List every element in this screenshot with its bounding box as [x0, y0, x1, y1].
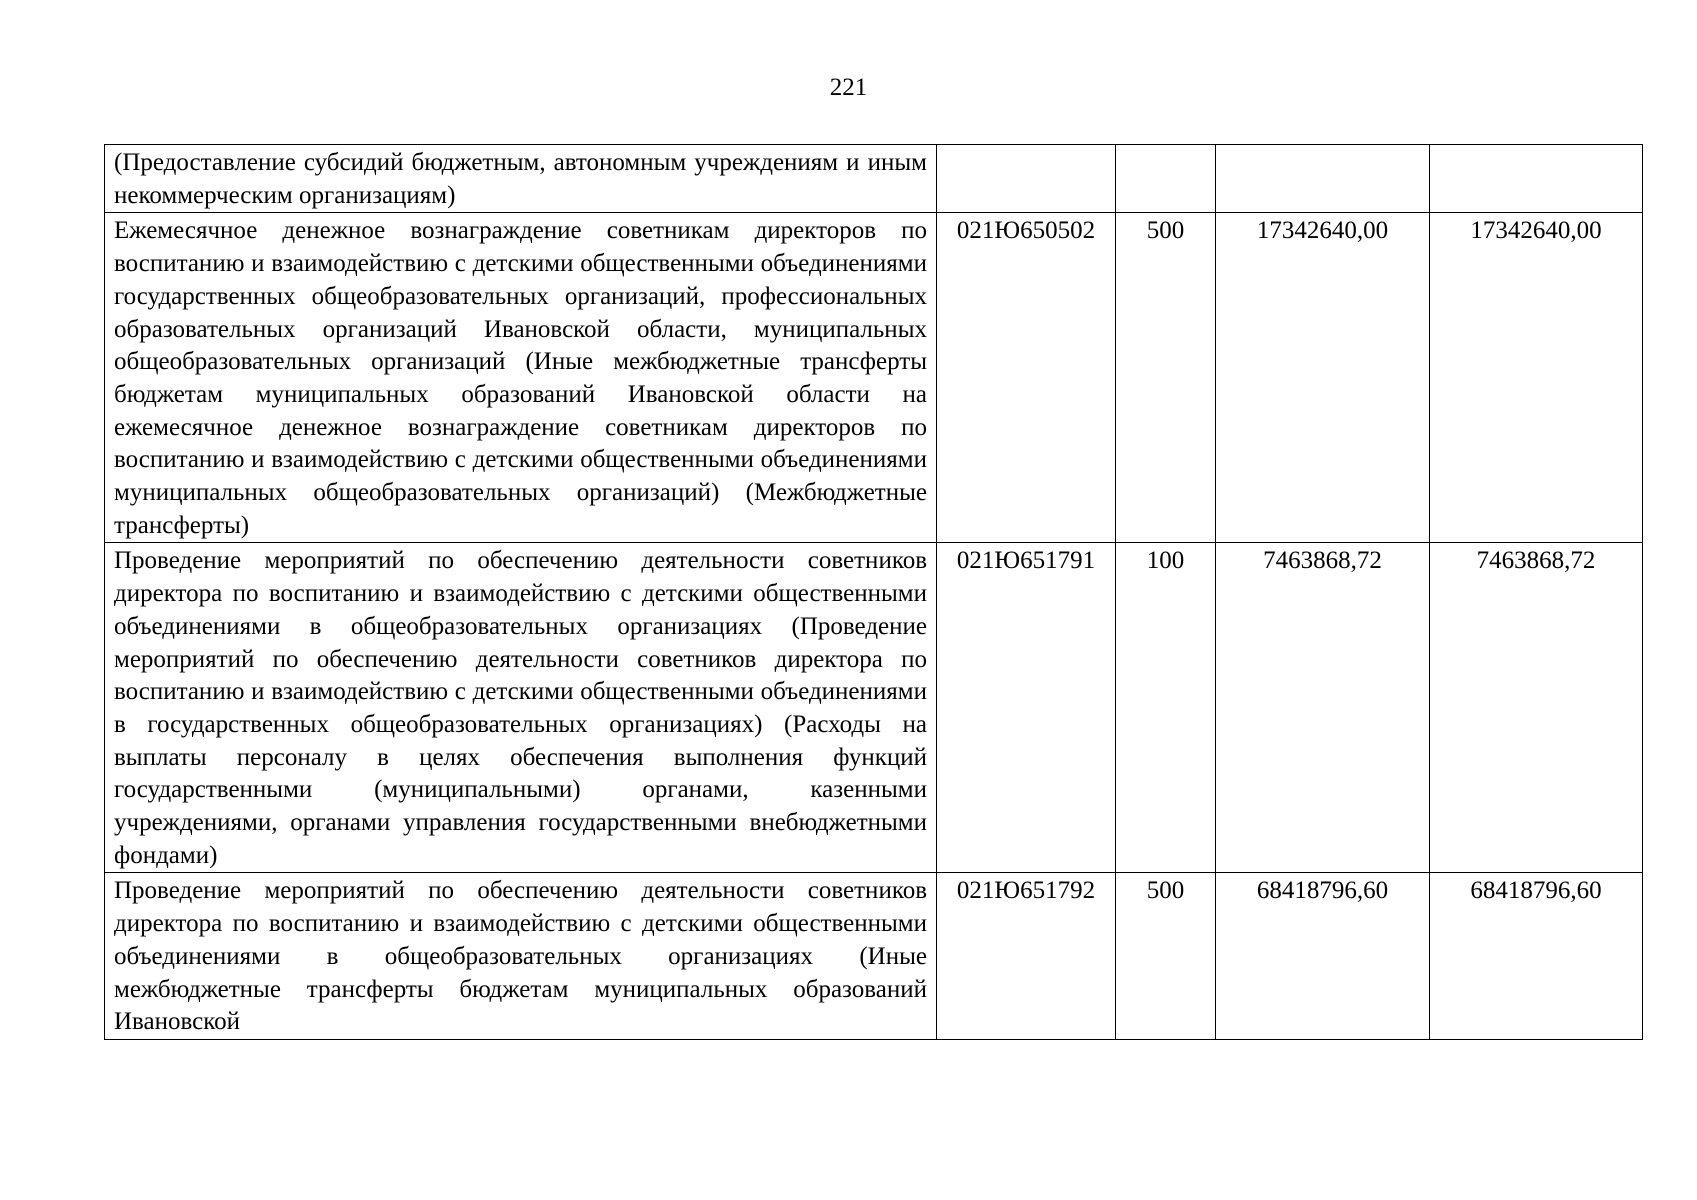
expense-name-cell: Проведение мероприятий по обеспечению деятельности советников директора по воспитанию и взаимодействию с детскими общественными объединениями в общеобразовательных организациях (Проведение мероприятий по обеспечению деятельности советников директора по воспитанию и взаимодействию с детскими общественными объединениями в государственных общеобразовательных организациях) (Расходы на выплаты персоналу в целях обеспечения выполнения функций государственными (муниципальными) органами, казенными учреждениями, органами управления государственными внебюджетными фондами)	[105, 543, 937, 873]
expense-name-cell: (Предоставление субсидий бюджетным, автономным учреждениям и иным некоммерческим организациям)	[105, 145, 937, 213]
page-number: 221	[829, 74, 868, 101]
amount-cell: 17342640,00	[1216, 213, 1430, 543]
target-code-cell: 021Ю651791	[937, 543, 1116, 873]
expense-type-cell	[1116, 145, 1216, 213]
expense-name-cell: Ежемесячное денежное вознаграждение советникам директоров по воспитанию и взаимодействию с детскими общественными объединениями государственных общеобразовательных организаций, профессиональных образовательных организаций Ивановской области, муниципальных общеобразовательных организаций (Иные межбюджетные трансферты бюджетам муниципальных образований Ивановской области на ежемесячное денежное вознаграждение советникам директоров по воспитанию и взаимодействию с детскими общественными объединениями муниципальных общеобразовательных организаций) (Межбюджетные трансферты)	[105, 213, 937, 543]
expense-name-cell: Проведение мероприятий по обеспечению деятельности советников директора по воспитанию и взаимодействию с детскими общественными объединениями в общеобразовательных организациях (Иные межбюджетные трансферты бюджетам муниципальных образований Ивановской	[105, 873, 937, 1040]
table-row	[105, 543, 1643, 873]
target-code-cell	[937, 145, 1116, 213]
budget-table	[104, 144, 1643, 1040]
table-row	[105, 873, 1643, 1040]
amount-cell: 17342640,00	[1430, 213, 1643, 543]
amount-cell	[1430, 145, 1643, 213]
amount-cell	[1216, 145, 1430, 213]
table-row	[105, 145, 1643, 213]
table-row	[105, 213, 1643, 543]
amount-cell: 7463868,72	[1216, 543, 1430, 873]
expense-type-cell: 500	[1116, 873, 1216, 1040]
amount-cell: 68418796,60	[1430, 873, 1643, 1040]
amount-cell: 7463868,72	[1430, 543, 1643, 873]
target-code-cell: 021Ю651792	[937, 873, 1116, 1040]
expense-type-cell: 100	[1116, 543, 1216, 873]
expense-type-cell: 500	[1116, 213, 1216, 543]
amount-cell: 68418796,60	[1216, 873, 1430, 1040]
target-code-cell: 021Ю650502	[937, 213, 1116, 543]
